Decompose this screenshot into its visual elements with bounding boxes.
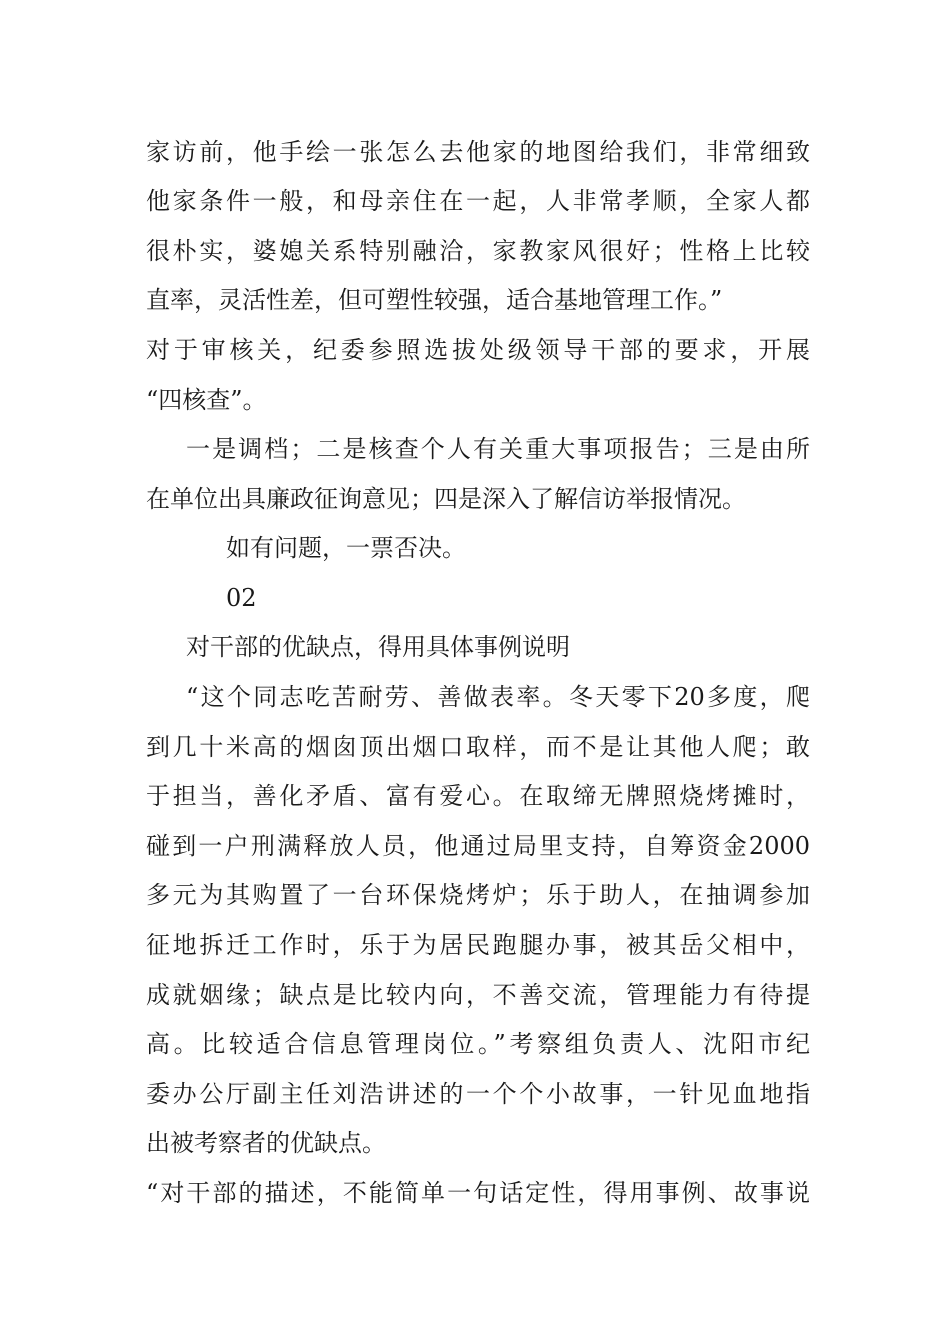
- text-line: “这个同志吃苦耐劳、善做表率。冬天零下20多度，爬: [186, 683, 810, 711]
- text-line: 于担当，善化矛盾、富有爱心。在取缔无牌照烧烤摊时，: [146, 782, 810, 810]
- text-line: 高。比较适合信息管理岗位。”考察组负责人、沈阳市纪: [146, 1030, 810, 1058]
- text-line: 出被考察者的优缺点。: [146, 1129, 386, 1157]
- text-line: “四核查”。: [146, 386, 267, 414]
- text-line: 很朴实，婆媳关系特别融洽，家教家风很好；性格上比较: [146, 237, 810, 265]
- text-line: 多元为其购置了一台环保烧烤炉；乐于助人，在抽调参加: [146, 881, 810, 909]
- text-line: 碰到一户刑满释放人员，他通过局里支持，自筹资金2000: [146, 832, 810, 860]
- text-line: 家访前，他手绘一张怎么去他家的地图给我们，非常细致: [146, 138, 810, 166]
- text-line: 征地拆迁工作时，乐于为居民跑腿办事，被其岳父相中，: [146, 931, 810, 959]
- text-line: 成就姻缘；缺点是比较内向，不善交流，管理能力有待提: [146, 981, 810, 1009]
- text-line: 在单位出具廉政征询意见；四是深入了解信访举报情况。: [146, 485, 746, 513]
- text-line: 一是调档；二是核查个人有关重大事项报告；三是由所: [186, 435, 810, 463]
- text-line: 他家条件一般，和母亲住在一起，人非常孝顺，全家人都: [146, 187, 810, 215]
- text-line: “对干部的描述，不能简单一句话定性，得用事例、故事说: [146, 1179, 810, 1207]
- text-line: 委办公厅副主任刘浩讲述的一个个小故事，一针见血地指: [146, 1080, 810, 1108]
- section-number: 02: [226, 584, 257, 612]
- text-line: 对于审核关，纪委参照选拔处级领导干部的要求，开展: [146, 336, 810, 364]
- text-line: 到几十米高的烟囱顶出烟口取样，而不是让其他人爬；敢: [146, 733, 810, 761]
- section-heading: 对干部的优缺点，得用具体事例说明: [186, 633, 570, 661]
- text-line: 如有问题，一票否决。: [226, 534, 466, 562]
- text-line: 直率，灵活性差，但可塑性较强，适合基地管理工作。”: [146, 286, 723, 314]
